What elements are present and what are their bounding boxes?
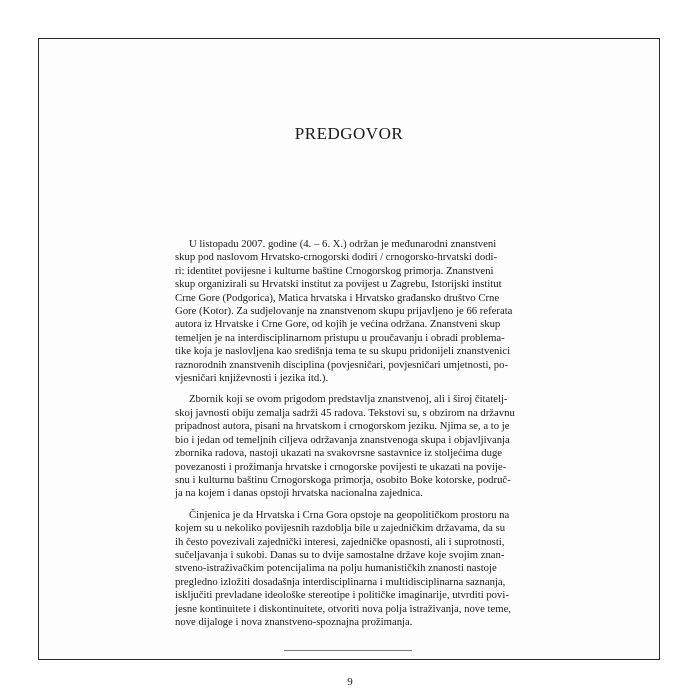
page-title: PREDGOVOR	[294, 124, 404, 143]
text-line: raznorodnih znanstvenih disciplina (povjesničari, povjesničari umjetnosti, po-	[175, 358, 509, 371]
text-line: nove dijaloge i nova znanstveno-spoznajna prožimanja.	[175, 615, 413, 628]
text-line: skup pod naslovom Hrvatsko-crnogorski dodiri / crnogorsko-hrvatski dodi-	[175, 251, 498, 264]
text-line: skoj javnosti obiju zemalja sadrži 45 radova. Tekstovi su, s obzirom na državnu	[175, 406, 515, 419]
text-line: kojem su u nekoliko povijesnih razdoblja bile u zajedničkim državama, da su	[175, 522, 506, 535]
preface-body	[175, 238, 532, 629]
text-line: stveno-istraživačkim potencijalima na polju humanističkih znanosti nastoje	[175, 562, 497, 575]
paragraph-1	[175, 238, 532, 385]
text-line: pregledno izložiti dosadašnja interdisciplinarna i multidisciplinarna saznanja,	[175, 575, 506, 588]
text-line: jesne kontinuitete i diskontinuitete, otvoriti nova polja istraživanja, nove teme,	[175, 602, 511, 615]
page-number: 9	[347, 676, 353, 688]
text-line: snu i kulturnu baštinu Crnogorskoga primorja, osobito Boke kotorske, područ-	[175, 473, 511, 486]
text-line: ja na kojem i danas opstoji hrvatska nacionalna zajednica.	[175, 487, 423, 500]
text-line: temeljen je na interdisciplinarnom pristupu u proučavanju i obradi problema-	[175, 331, 505, 344]
text-line: U listopadu 2007. godine (4. – 6. X.) održan je međunarodni znanstveni	[189, 238, 497, 250]
text-line: Crne Gore (Podgorica), Matica hrvatska i Hrvatsko građansko društvo Crne	[175, 291, 500, 304]
text-line: ih često povezivali zajednički interesi, zajedničke opasnosti, ali i suprotnosti,	[175, 535, 505, 548]
text-line: isključiti prevladane ideološke stereotipe i političke imaginarije, utvrditi povi-	[175, 589, 509, 602]
text-line: ri: identitet povijesne i kulturne baštine Crnogorskog primorja. Znanstveni	[175, 264, 494, 277]
text-line: Činjenica je da Hrvatska i Crna Gora opstoje na geopolitičkom prostoru na	[189, 508, 510, 521]
paragraph-3	[175, 509, 532, 630]
text-line: bio i jedan od temeljnih ciljeva održavanja znanstvenoga skupa i objavljivanja	[175, 433, 510, 446]
text-line: vjesničari književnosti i jezika itd.).	[175, 372, 329, 385]
text-line: Zbornik koji se ovom prigodom predstavlja znanstvenoj, ali i široj čitatelj-	[189, 393, 508, 406]
text-line: povezanosti i prožimanja hrvatske i crnogorske povijesti te ukazati na povije-	[175, 460, 507, 473]
text-line: Gore (Kotor). Za sudjelovanje na znanstvenom skupu prijavljeno je 66 referata	[175, 305, 513, 318]
paragraph-2	[175, 393, 532, 500]
footer-divider	[284, 650, 412, 651]
text-line: tike koja je naslovljena kao središnja tema te su skupu pridonijeli znanstvenici	[175, 345, 511, 358]
text-line: pripadnost autora, pisani na hrvatskom i crnogorskom jeziku. Njima se, a to je	[175, 420, 510, 433]
text-line: autora iz Hrvatske i Crne Gore, od kojih je većina održana. Znanstveni skup	[175, 318, 501, 331]
text-line: skup organizirali su Hrvatski institut za povijest u Zagrebu, Istorijski institut	[175, 278, 502, 291]
text-line: zbornika radova, nastoji ukazati na svakovrsne sastavnice iz stoljećima duge	[175, 447, 503, 460]
text-line: sučeljavanja i sukobi. Danas su to dvije samostalne države koje svojim znan-	[175, 548, 505, 561]
